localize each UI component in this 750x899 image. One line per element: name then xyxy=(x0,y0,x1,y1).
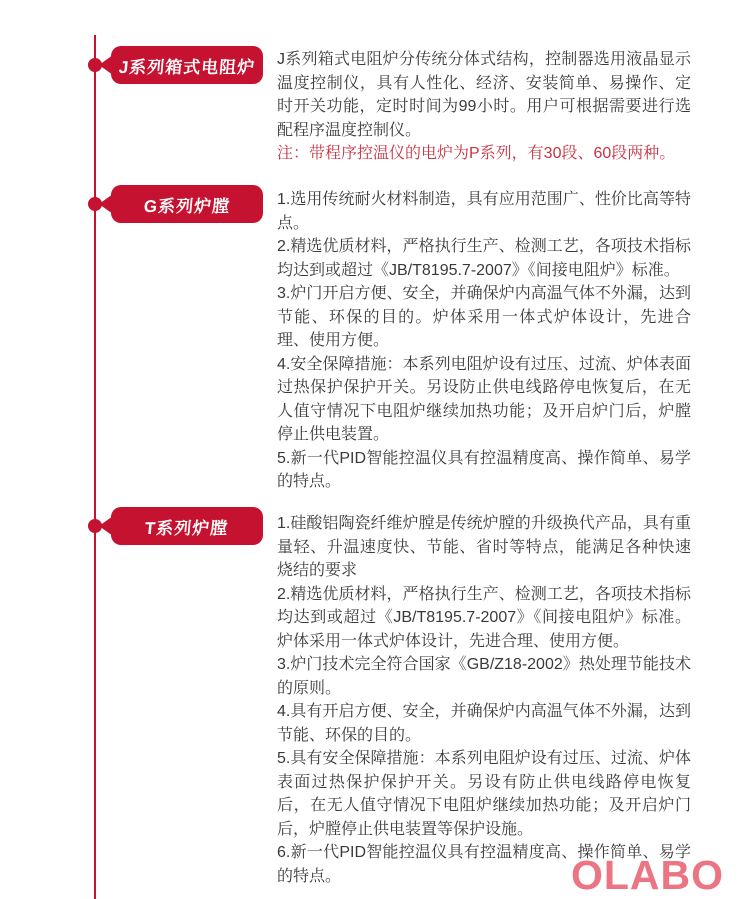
paragraph: 5.新一代PID智能控温仪具有控温精度高、操作简单、易学的特点。 xyxy=(277,449,691,490)
paragraph: 1.硅酸铝陶瓷纤维炉膛是传统炉膛的升级换代产品，具有重量轻、升温速度快、节能、省时等特点，能满足各种快速烧结的要求 xyxy=(277,515,691,579)
paragraph: J系列箱式电阻炉分传统分体式结构，控制器选用液晶显示温度控制仪，具有人性化、经济、安装简单、易操作、定时开关功能，定时时间为99小时。用户可根据需要进行选配程序温度控制仪。 xyxy=(277,51,691,139)
section-content xyxy=(277,48,691,166)
section-badge xyxy=(111,507,263,545)
paragraph: 5.具有安全保障措施：本系列电阻炉设有过压、过流、炉体表面过热保护保护开关。另设有防止供电线路停电恢复后，在无人值守情况下电阻炉继续加热功能；及开启炉门后，炉膛停止供电装置等保护设施。 xyxy=(277,750,691,838)
section-paragraphs xyxy=(277,48,691,142)
section-badge xyxy=(111,46,263,84)
section-badge-label: J系列箱式电阻炉 xyxy=(117,57,256,77)
olabo-logo: OLABO xyxy=(571,852,725,898)
section-badge-label: G系列炉膛 xyxy=(142,196,231,216)
paragraph: 2.精选优质材料，严格执行生产、检测工艺，各项技术指标均达到或超过《JB/T8195.7-2007》《间接电阻炉》标准。 xyxy=(277,238,691,279)
section-content xyxy=(277,512,691,888)
paragraph: 2.精选优质材料，严格执行生产、检测工艺，各项技术指标均达到或超过《JB/T8195.7-2007》《间接电阻炉》标准。炉体采用一体式炉体设计，先进合理、使用方便。 xyxy=(277,585,691,650)
paragraph: 6.新一代PID智能控温仪具有控温精度高、操作简单、易学的特点。 xyxy=(277,844,691,885)
section-badge xyxy=(111,185,263,223)
paragraph: 3.炉门技术完全符合国家《GB/Z18-2002》热处理节能技术的原则。 xyxy=(277,656,691,697)
section-note: 注：带程序控温仪的电炉为P系列，有30段、60段两种。 xyxy=(277,145,676,162)
section-badge-label: T系列炉膛 xyxy=(144,518,230,538)
paragraph: 1.选用传统耐火材料制造，具有应用范围广、性价比高等特点。 xyxy=(277,191,691,232)
paragraph: 4.安全保障措施：本系列电阻炉设有过压、过流、炉体表面过热保护保护开关。另设防止供电线路停电恢复后，在无人值守情况下电阻炉继续加热功能；及开启炉门后，炉膛停止供电装置。 xyxy=(277,355,691,443)
timeline-line xyxy=(94,35,96,899)
section-paragraphs xyxy=(277,512,691,888)
section-paragraphs xyxy=(277,188,691,494)
paragraph: 3.炉门开启方便、安全，并确保炉内高温气体不外漏，达到节能、环保的目的。炉体采用一体式炉体设计，先进合理、使用方便。 xyxy=(277,285,691,349)
section-content xyxy=(277,188,691,494)
paragraph: 4.具有开启方便、安全，并确保炉内高温气体不外漏，达到节能、环保的目的。 xyxy=(277,703,691,744)
